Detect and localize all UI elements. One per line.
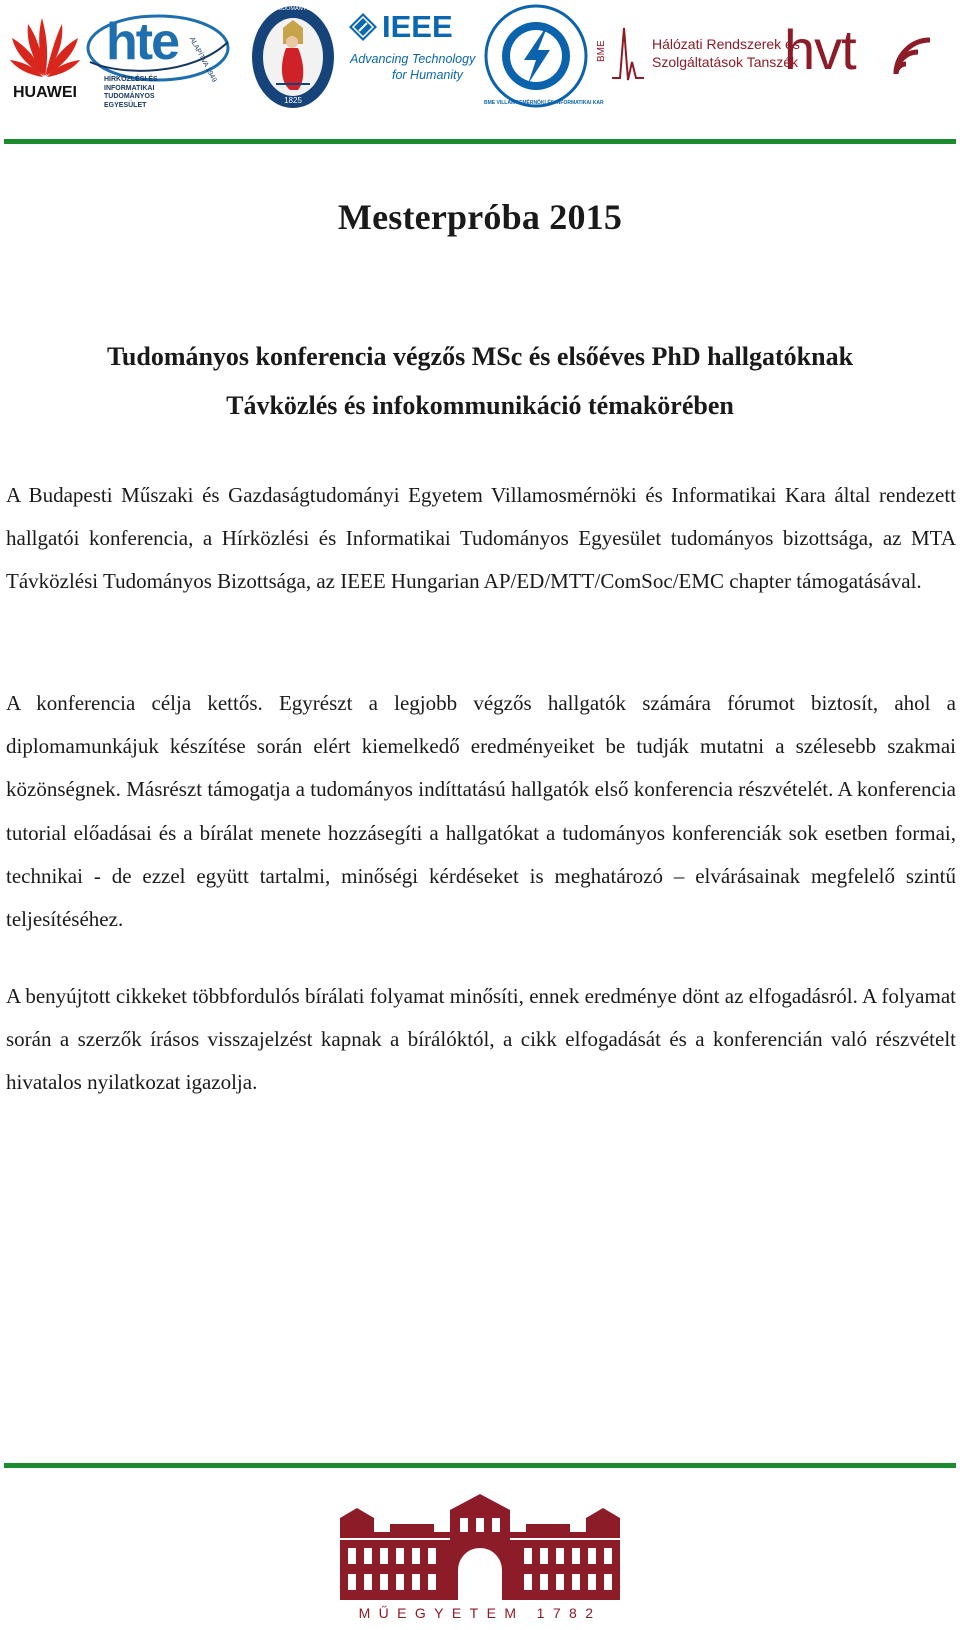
huawei-wordmark: HUAWEI bbox=[13, 84, 77, 101]
mta-logo bbox=[250, 4, 344, 110]
ieee-kite-icon bbox=[348, 12, 378, 42]
hte-arc-text: ALAPÍTVA 1949 bbox=[187, 36, 218, 84]
subtitle-line-2: Távközlés és infokommunikáció témakörében bbox=[226, 391, 734, 420]
hte-full-name: HÍRKÖZLÉSI ÉS INFORMATIKAI TUDOMÁNYOS EGYESÜLET bbox=[104, 76, 158, 109]
huawei-petals-icon bbox=[6, 12, 84, 82]
sponsor-logo-strip bbox=[0, 0, 960, 140]
paragraph-purpose: A konferencia célja kettős. Egyrészt a legjobb végzős hallgatók számára fórumot biztosít, ahol a diplomamunkájuk készítése során elért kiemelkedő eredményeiket be tudják mutatni a szélesebb szakmai közönségnek. Másrészt támogatja a tudományos indíttatású hallgatók első konferencia részvételét. A konferencia tutorial előadásai és a bírálat menete hozzásegíti a hallgatókat a tudományos konferenciák sok esetben formai, technikai - de ezzel együtt tartalmi, minőségi kérdéseket is meghatározó – elvárásainak megfelelő szintű teljesítéséhez. bbox=[6, 691, 956, 932]
paragraph-organizers: A Budapesti Műszaki és Gazdaságtudományi Egyetem Villamosmérnöki és Informatikai Kara által rendezett hallgatói konferencia, a Hírközlési és Informatikai Tudományos Egyesület tudományos bizottsága, az MTA Távközlési Tudományos Bizottsága, az IEEE Hungarian AP/ED/MTT/ComSoc/EMC chapter támogatásával. bbox=[6, 483, 956, 594]
footer-divider bbox=[4, 1463, 956, 1468]
hte-logo bbox=[82, 6, 232, 110]
mta-seal-icon bbox=[250, 4, 344, 110]
paragraph-review-process: A benyújtott cikkeket többfordulós bírálati folyamat minősíti, ennek eredménye dönt az elfogadásról. A folyamat során a szerzők írásos visszajelzést kapnak a bírálóktól, a cikk elfogadását és a konferencián való részvételt hivatalos nyilatkozat igazolja. bbox=[6, 984, 956, 1095]
ieee-tagline-1: Advancing Technology bbox=[350, 52, 476, 66]
hvt-wave-icon bbox=[892, 34, 952, 78]
ieee-wordmark: IEEE bbox=[382, 9, 453, 44]
ieee-logo bbox=[348, 10, 478, 90]
page-title: Mesterpróba 2015 bbox=[337, 197, 623, 237]
hit-name-line-1: Hálózati Rendszerek és bbox=[652, 36, 800, 52]
muegyetem-wordmark: MŰEGYETEM 1782 bbox=[358, 1605, 602, 1621]
huawei-logo bbox=[6, 12, 84, 102]
subtitle-line-1: Tudományos konferencia végzős MSc és elsőéves PhD hallgatóknak bbox=[106, 342, 854, 371]
hit-bme-label: BME bbox=[596, 40, 607, 62]
mta-ring-text: MAGYAR TUDOMÁNYOS AKADÉMIA bbox=[250, 6, 344, 12]
ieee-tagline-2: for Humanity bbox=[392, 68, 463, 82]
muegyetem-building-icon bbox=[330, 1490, 630, 1600]
hit-department-logo bbox=[596, 20, 800, 90]
hte-mark: hte bbox=[106, 13, 178, 71]
vik-ring-text: BME VILLAMOSMÉRNÖKI ÉS INFORMATIKAI KAR bbox=[484, 100, 604, 106]
hit-signal-icon bbox=[610, 22, 646, 84]
mta-year: 1825 bbox=[284, 96, 302, 105]
hit-name-line-2: Szolgáltatások Tanszék bbox=[652, 54, 799, 70]
hvt-logo bbox=[784, 18, 956, 88]
hvt-wordmark: hvt bbox=[784, 18, 856, 81]
bme-vik-logo bbox=[484, 4, 604, 108]
header-divider bbox=[4, 139, 956, 144]
